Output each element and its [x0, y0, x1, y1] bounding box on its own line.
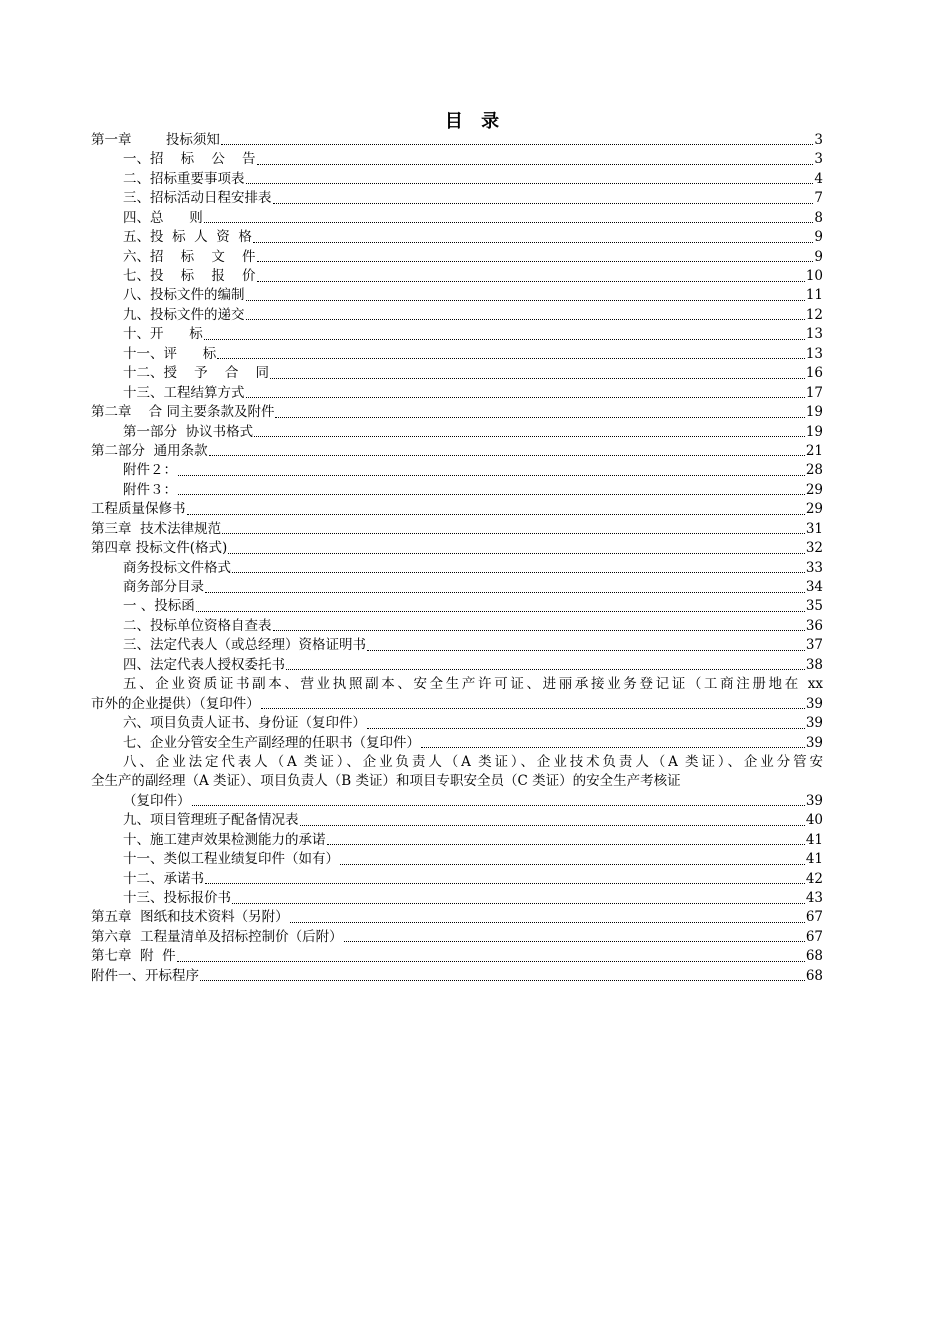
toc-entry[interactable] — [91, 636, 823, 655]
toc-entry[interactable] — [91, 753, 823, 811]
dot-leader — [205, 592, 805, 593]
dot-leader — [246, 397, 805, 398]
dot-leader — [222, 533, 805, 534]
toc-page-number: 67 — [805, 909, 823, 926]
toc-page-number: 67 — [805, 928, 823, 945]
dot-leader — [205, 883, 805, 884]
toc-entry-text: 第二章 合 同主要条款及附件 — [91, 404, 275, 421]
dot-leader — [367, 650, 805, 651]
dot-leader — [196, 611, 805, 612]
toc-entry-text: 八、投标文件的编制 — [123, 287, 245, 304]
toc-page-number: 4 — [814, 170, 823, 187]
dot-leader — [421, 747, 805, 748]
toc-entry-text: 七、企业分管安全生产副经理的任职书（复印件） — [123, 734, 420, 751]
toc-entry[interactable] — [91, 811, 823, 830]
toc-entry[interactable] — [91, 170, 823, 189]
toc-entry-text: 全生产的副经理（A 类证）、项目负责人（B 类证）和项目专职安全员（C 类证）的安全生产考核证 — [91, 773, 681, 790]
toc-entry[interactable] — [91, 675, 823, 714]
dot-leader — [232, 572, 805, 573]
toc-page-number: 35 — [805, 598, 823, 615]
dot-leader — [300, 825, 805, 826]
toc-entry-text: 二、招标重要事项表 — [123, 170, 245, 187]
toc-entry[interactable] — [91, 947, 823, 966]
toc-entry[interactable] — [91, 578, 823, 597]
toc-entry-text: 第二部分 通用条款 — [91, 442, 208, 459]
dot-leader — [344, 941, 805, 942]
dot-leader — [246, 183, 814, 184]
toc-entry-text: 五、企业资质证书副本、营业执照副本、安全生产许可证、进丽承接业务登记证（工商注册地在 xx — [123, 676, 823, 693]
toc-page-number: 9 — [814, 248, 823, 265]
toc-page-number: 21 — [805, 442, 823, 459]
toc-entry-text: 十三、投标报价书 — [123, 890, 231, 907]
toc-entry[interactable] — [91, 831, 823, 850]
toc-entry-text: 六、项目负责人证书、身份证（复印件） — [123, 715, 366, 732]
toc-entry[interactable] — [91, 714, 823, 733]
dot-leader — [270, 378, 805, 379]
toc-entry-text: 商务部分目录 — [123, 579, 204, 596]
toc-page-number: 33 — [805, 559, 823, 576]
toc-entry[interactable] — [91, 423, 823, 442]
dot-leader — [204, 222, 814, 223]
toc-entry[interactable] — [91, 442, 823, 461]
toc-entry[interactable] — [91, 150, 823, 169]
toc-page-number: 39 — [805, 734, 823, 751]
toc-page-number: 34 — [805, 579, 823, 596]
dot-leader — [221, 144, 814, 145]
toc-page-number: 19 — [805, 423, 823, 440]
toc-page-number: 13 — [805, 326, 823, 343]
toc-entry-text: 一 、投标函 — [123, 598, 195, 615]
toc-entry[interactable] — [91, 306, 823, 325]
toc-entry-text: 第七章 附 件 — [91, 948, 176, 965]
toc-entry-text: 十、开 标 — [123, 326, 203, 343]
toc-page-number: 38 — [805, 656, 823, 673]
toc-entry-text: 第一部分 协议书格式 — [123, 423, 254, 440]
toc-entry-text: 市外的企业提供）（复印件） — [91, 695, 260, 712]
toc-page-number: 11 — [805, 287, 823, 304]
toc-page-number: 43 — [805, 890, 823, 907]
toc-page-number: 10 — [805, 268, 823, 285]
dot-leader — [261, 708, 805, 709]
dot-leader — [327, 844, 805, 845]
toc-entry-text: 第五章 图纸和技术资料（另附） — [91, 909, 289, 926]
toc-entry[interactable] — [91, 559, 823, 578]
toc-entry-text: （复印件） — [123, 792, 191, 809]
toc-page-number: 12 — [805, 306, 823, 323]
toc-entry[interactable] — [91, 928, 823, 947]
dot-leader — [200, 980, 805, 981]
toc-entry[interactable] — [91, 850, 823, 869]
toc-entry-text: 附件一、开标程序 — [91, 967, 199, 984]
toc-page-number: 29 — [805, 501, 823, 518]
dot-leader — [177, 961, 805, 962]
toc-entry-text: 三、法定代表人（或总经理）资格证明书 — [123, 637, 366, 654]
toc-entry-text: 十二、承诺书 — [123, 870, 204, 887]
toc-page-number: 42 — [805, 870, 823, 887]
toc-entry-text: 九、投标文件的递交 — [123, 306, 245, 323]
toc-entry-text: 商务投标文件格式 — [123, 559, 231, 576]
dot-leader — [209, 455, 805, 456]
toc-entry[interactable] — [91, 909, 823, 928]
toc-entry[interactable] — [91, 248, 823, 267]
toc-page-number: 41 — [805, 851, 823, 868]
toc-entry[interactable] — [91, 656, 823, 675]
toc-entry-text: 十一、评 标 — [123, 345, 217, 362]
toc-entry-text: 七、投 标 报 价 — [123, 268, 256, 285]
toc-entry-text: 六、招 标 文 件 — [123, 248, 256, 265]
toc-entry-text: 工程质量保修书 — [91, 501, 186, 518]
dot-leader — [246, 319, 805, 320]
toc-entry[interactable] — [91, 403, 823, 422]
dot-leader — [340, 864, 805, 865]
toc-entry-text: 十一、类似工程业绩复印件（如有） — [123, 851, 339, 868]
toc-title: 目 录 — [444, 111, 506, 132]
toc-entry-text: 一、招 标 公 告 — [123, 151, 256, 168]
dot-leader — [178, 475, 805, 476]
toc-page-number: 36 — [805, 617, 823, 634]
toc-entry-text: 第六章 工程量清单及招标控制价（后附） — [91, 928, 343, 945]
dot-leader — [290, 922, 805, 923]
toc-entry-text: 四、法定代表人授权委托书 — [123, 656, 285, 673]
dot-leader — [286, 669, 805, 670]
dot-leader — [257, 164, 814, 165]
dot-leader — [254, 436, 805, 437]
dot-leader — [232, 903, 805, 904]
toc-page-number: 68 — [805, 948, 823, 965]
toc-page-number: 3 — [814, 151, 823, 168]
dot-leader — [275, 417, 804, 418]
toc-entry[interactable] — [91, 870, 823, 889]
toc-entry[interactable] — [91, 481, 823, 500]
dot-leader — [257, 281, 805, 282]
toc-entry-text: 十、施工建声效果检测能力的承诺 — [123, 831, 326, 848]
toc-page-number: 40 — [805, 812, 823, 829]
toc-entry-text: 九、项目管理班子配备情况表 — [123, 812, 299, 829]
toc-page-number: 16 — [805, 365, 823, 382]
toc-entry-text: 四、总 则 — [123, 209, 203, 226]
toc-entry-text: 十二、授 予 合 同 — [123, 365, 269, 382]
toc-entry[interactable] — [91, 228, 823, 247]
toc-page-number: 37 — [805, 637, 823, 654]
dot-leader — [273, 630, 805, 631]
toc-page-number: 3 — [814, 131, 823, 148]
toc-entry-text: 附件３： — [123, 481, 177, 498]
dot-leader — [178, 494, 805, 495]
dot-leader — [273, 203, 814, 204]
toc-entry[interactable] — [91, 461, 823, 480]
toc-page-number: 19 — [805, 404, 823, 421]
dot-leader — [204, 339, 805, 340]
toc-page-number: 41 — [805, 831, 823, 848]
toc-page-number: 32 — [805, 540, 823, 557]
toc-entry[interactable] — [91, 598, 823, 617]
dot-leader — [257, 261, 814, 262]
toc-entry-text: 三、招标活动日程安排表 — [123, 190, 272, 207]
toc-page-number: 8 — [814, 209, 823, 226]
toc-page-number: 17 — [805, 384, 823, 401]
toc-entry[interactable] — [91, 734, 823, 753]
toc-entry-text: 附件２： — [123, 462, 177, 479]
dot-leader — [192, 805, 805, 806]
toc-page-number: 39 — [805, 792, 823, 809]
toc-entry-text: 第四章 投标文件(格式) — [91, 540, 228, 557]
toc-page-number: 7 — [814, 190, 823, 207]
toc-entry[interactable] — [91, 131, 823, 150]
toc-entry[interactable] — [91, 617, 823, 636]
toc-page-number: 29 — [805, 481, 823, 498]
toc-page-number: 13 — [805, 345, 823, 362]
toc-entry[interactable] — [91, 325, 823, 344]
dot-leader — [253, 242, 814, 243]
dot-leader — [187, 514, 805, 515]
toc-page-number: 39 — [805, 695, 823, 712]
toc-entry[interactable] — [91, 345, 823, 364]
dot-leader — [367, 728, 805, 729]
toc-page-number: 31 — [805, 520, 823, 537]
dot-leader — [228, 553, 804, 554]
toc-entry-text: 十三、工程结算方式 — [123, 384, 245, 401]
toc-entry-text: 第一章 投标须知 — [91, 131, 220, 148]
toc-entry-text: 第三章 技术法律规范 — [91, 520, 222, 537]
toc-entry[interactable] — [91, 209, 823, 228]
toc-entry[interactable] — [91, 287, 823, 306]
toc-entry-text: 二、投标单位资格自查表 — [123, 617, 272, 634]
toc-entry[interactable] — [91, 384, 823, 403]
toc-page-number: 9 — [814, 229, 823, 246]
table-of-contents — [91, 131, 823, 986]
toc-entry[interactable] — [91, 189, 823, 208]
toc-entry[interactable] — [91, 967, 823, 986]
toc-entry[interactable] — [91, 520, 823, 539]
toc-page-number: 28 — [805, 462, 823, 479]
toc-entry[interactable] — [91, 364, 823, 383]
toc-page-number: 68 — [805, 967, 823, 984]
toc-entry[interactable] — [91, 889, 823, 908]
toc-entry-text: 八、企业法定代表人（A 类证）、企业负责人（A 类证）、企业技术负责人（A 类证）、企业分管安 — [123, 754, 823, 770]
toc-entry[interactable] — [91, 539, 823, 558]
toc-page-number: 39 — [805, 715, 823, 732]
dot-leader — [217, 358, 805, 359]
toc-entry-text: 五、投 标 人 资 格 — [123, 229, 252, 246]
toc-entry[interactable] — [91, 500, 823, 519]
dot-leader — [246, 300, 805, 301]
toc-entry[interactable] — [91, 267, 823, 286]
